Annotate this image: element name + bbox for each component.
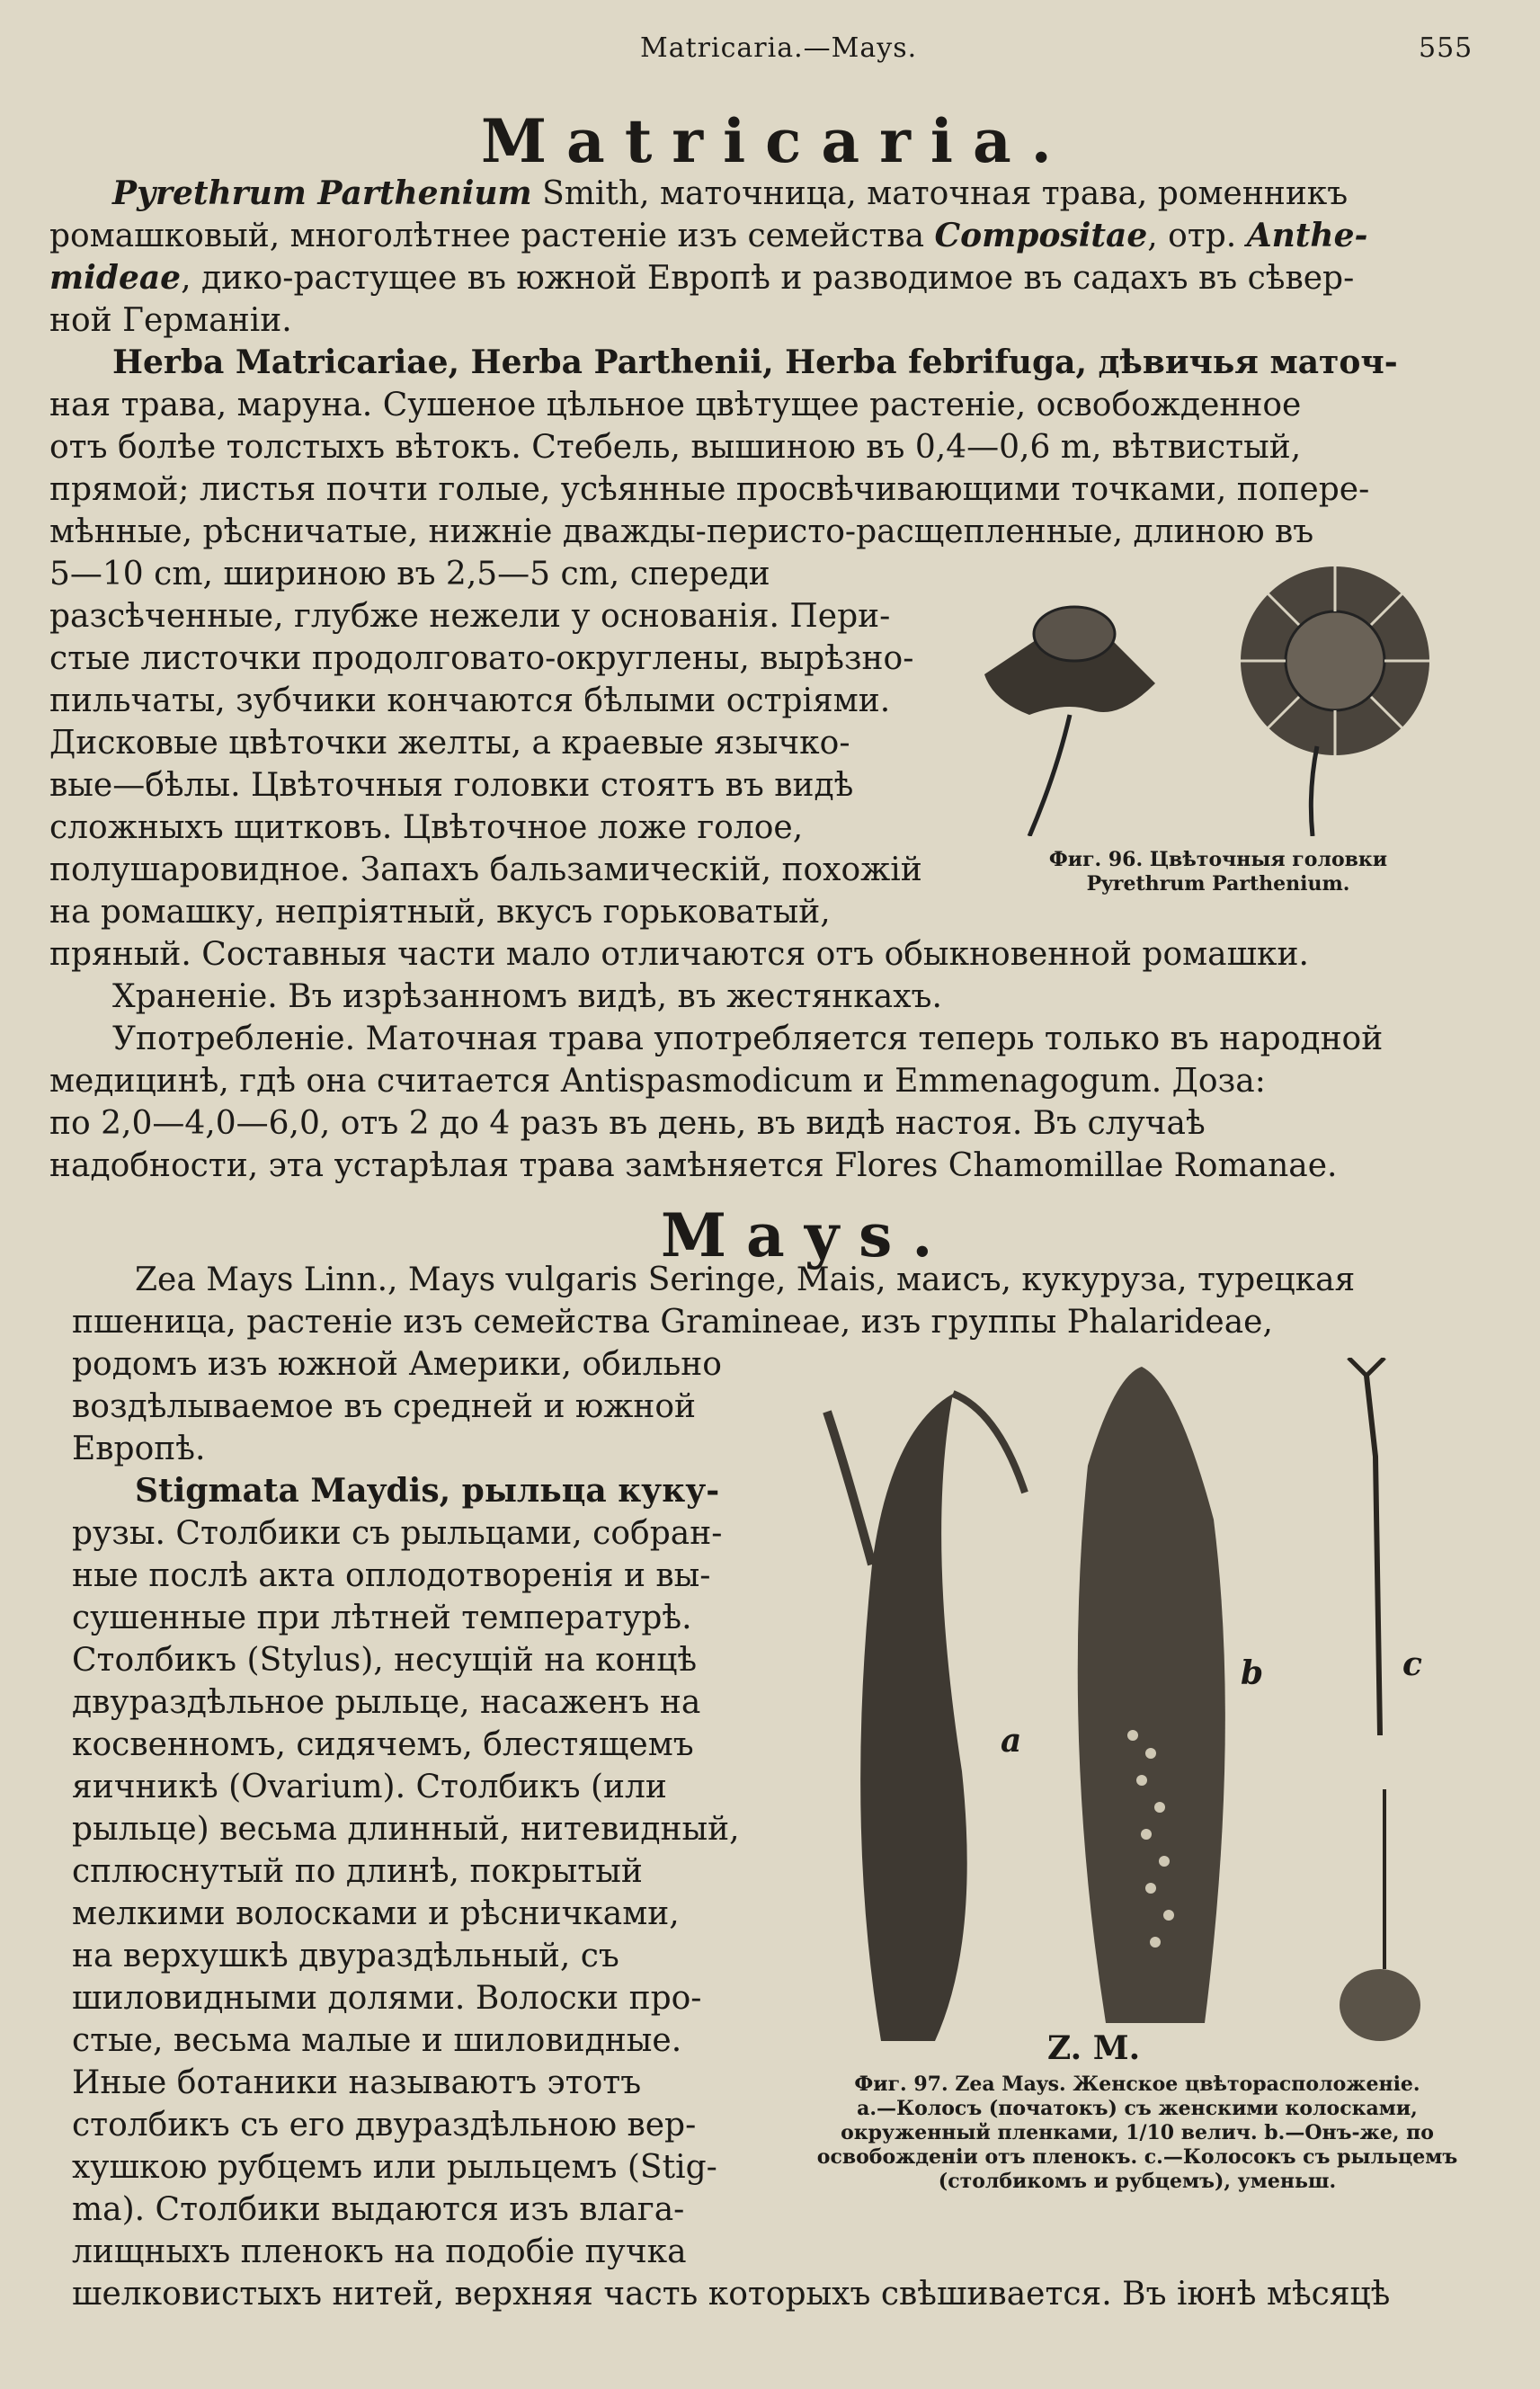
mays-side-line: сушенные при лѣтней температурѣ. xyxy=(72,1600,692,1636)
usage-line: надобности, эта устарѣлая трава замѣняется Flores Chamomillae Romanae. xyxy=(49,1147,1338,1184)
figure-label-b: b xyxy=(1241,1654,1264,1692)
side-line: 5—10 cm, шириною въ 2,5—5 cm, спереди xyxy=(49,556,770,593)
family-name: Compositae xyxy=(934,217,1148,254)
figure-97-caption-line: Фиг. 97. Zea Mays. Женское цвѣторасположеніе. xyxy=(854,2073,1420,2096)
figure-96-flower-heads xyxy=(975,566,1461,836)
mays-full-line: пшеница, растеніе изъ семейства Gramineae, изъ группы Phalarideae, xyxy=(72,1304,1273,1341)
figure-label-zm: Z. M. xyxy=(1047,2029,1141,2067)
side-line: сложныхъ щитковъ. Цвѣточное ложе голое, xyxy=(49,809,804,846)
mays-side-line: рыльце) весьма длинный, нитевидный, xyxy=(72,1811,740,1848)
usage-line: медицинѣ, гдѣ она считается Antispasmodicum и Emmenagogum. Доза: xyxy=(49,1063,1266,1100)
mays-side-line: Stigmata Maydis, рыльца куку- xyxy=(135,1472,720,1510)
storage-line: Храненіе. Въ изрѣзанномъ видѣ, въ жестянкахъ. xyxy=(112,978,942,1015)
mays-side-line: Столбикъ (Stylus), несущій на концѣ xyxy=(72,1642,698,1679)
tribe-name: Anthe- xyxy=(1246,217,1368,254)
mays-side-line: косвенномъ, сидячемъ, блестящемъ xyxy=(72,1726,694,1763)
figure-label-a: a xyxy=(1001,1722,1022,1760)
drug-line: ная трава, маруна. Сушеное цѣльное цвѣтущее растеніе, освобожденное xyxy=(49,387,1302,423)
tail-line: пряный. Составныя части мало отличаются отъ обыкновенной ромашки. xyxy=(49,936,1309,973)
side-line: стые листочки продолговато-округлены, вырѣзно- xyxy=(49,640,914,677)
side-line: пильчаты, зубчики кончаются бѣлыми остріями. xyxy=(49,682,891,719)
intro-line-4: ной Германіи. xyxy=(49,302,292,339)
usage-line: по 2,0—4,0—6,0, отъ 2 до 4 разъ въ день, въ видѣ настоя. Въ случаѣ xyxy=(49,1105,1206,1142)
mays-side-line: шиловидными долями. Волоски про- xyxy=(72,1980,702,2017)
mays-side-line: столбикъ съ его двураздѣльною вер- xyxy=(72,2107,697,2144)
figure-97-caption-line: освобожденіи отъ пленокъ. c.—Колосокъ съ рыльцемъ xyxy=(816,2145,1458,2169)
mays-side-line: родомъ изъ южной Америки, обильно xyxy=(72,1346,722,1383)
mays-side-line: двураздѣльное рыльце, насаженъ на xyxy=(72,1684,701,1721)
mays-side-line: ma). Столбики выдаются изъ влага- xyxy=(72,2191,685,2228)
running-header-title: Matricaria.—Mays. xyxy=(640,32,918,64)
figure-96-caption-line-2: Pyrethrum Parthenium. xyxy=(1086,872,1350,896)
mays-last-line: шелковистыхъ нитей, верхняя часть которыхъ свѣшивается. Въ іюнѣ мѣсяцѣ xyxy=(72,2276,1391,2313)
side-line: на ромашку, непріятный, вкусъ горьковатый, xyxy=(49,894,831,931)
mays-side-line: ные послѣ акта оплодотворенія и вы- xyxy=(72,1557,711,1594)
section-title-matricaria: Matricaria. xyxy=(481,106,1072,176)
figure-label-c: c xyxy=(1402,1645,1422,1683)
mays-side-line: Европѣ. xyxy=(72,1431,206,1467)
intro-text: ромашковый, многолѣтнее растеніе изъ семейства xyxy=(49,218,935,254)
flower-head-illustration xyxy=(975,566,1461,836)
intro-text: , дико-растущее въ южной Европѣ и разводимое въ садахъ въ сѣвер- xyxy=(181,260,1355,297)
tribe-name: mideae xyxy=(49,259,182,297)
drug-line: Herba Matricariae, Herba Parthenii, Herba febrifuga, дѣвичья маточ- xyxy=(112,343,1398,381)
side-line: Дисковые цвѣточки желты, а краевые язычко- xyxy=(49,725,850,762)
usage-line: Употребленіе. Маточная трава употребляется теперь только въ народной xyxy=(112,1021,1384,1057)
intro-line-2 xyxy=(49,215,1367,257)
side-line: полушаровидное. Запахъ бальзамическій, похожій xyxy=(49,851,922,888)
page-number: 555 xyxy=(1419,32,1473,64)
latin-name: Pyrethrum Parthenium xyxy=(112,174,532,212)
mays-side-line: сплюснутый по длинѣ, покрытый xyxy=(72,1853,643,1890)
figure-97-caption-line: (столбикомъ и рубцемъ), уменьш. xyxy=(938,2170,1337,2193)
mays-side-line: Иные ботаники называютъ этотъ xyxy=(72,2064,642,2101)
mays-side-line: яичникѣ (Ovarium). Столбикъ (или xyxy=(72,1769,667,1805)
intro-text: Smith, маточница, маточная трава, роменникъ xyxy=(531,175,1349,212)
corn-illustration xyxy=(791,1358,1474,2068)
mays-side-line: стые, весьма малые и шиловидные. xyxy=(72,2022,682,2059)
mays-full-line: Zea Mays Linn., Mays vulgaris Seringe, Mais, маисъ, кукуруза, турецкая xyxy=(135,1261,1356,1298)
intro-text: , отр. xyxy=(1147,218,1247,254)
figure-97-caption-line: окруженный пленками, 1/10 велич. b.—Онъ-же, по xyxy=(841,2121,1434,2144)
side-line: вые—бѣлы. Цвѣточныя головки стоятъ въ видѣ xyxy=(49,767,854,804)
section-title-mays: Mays. xyxy=(661,1200,953,1270)
figure-97-caption-line: a.—Колосъ (початокъ) съ женскими колосками, xyxy=(857,2097,1418,2120)
intro-line-1 xyxy=(112,173,1348,215)
mays-side-line: на верхушкѣ двураздѣльный, съ xyxy=(72,1938,619,1974)
side-line: разсѣченные, глубже нежели у основанія. Пери- xyxy=(49,598,891,635)
mays-side-line: хушкою рубцемъ или рыльцемъ (Stig- xyxy=(72,2149,717,2186)
figure-97-zea-mays xyxy=(791,1358,1474,2068)
drug-line: отъ болѣе толстыхъ вѣтокъ. Стебель, вышиною въ 0,4—0,6 m, вѣтвистый, xyxy=(49,429,1302,466)
figure-96-caption-line-1: Фиг. 96. Цвѣточныя головки xyxy=(1048,848,1388,871)
mays-side-line: лищныхъ пленокъ на подобіе пучка xyxy=(72,2233,687,2270)
drug-line: мѣнные, рѣсничатые, нижніе дважды-перисто-расщепленные, длиною въ xyxy=(49,513,1314,550)
mays-side-line: рузы. Столбики съ рыльцами, собран- xyxy=(72,1515,723,1552)
mays-side-line: мелкими волосками и рѣсничками, xyxy=(72,1895,680,1932)
drug-line: прямой; листья почти голые, усѣянные просвѣчивающими точками, попере- xyxy=(49,471,1370,508)
mays-side-line: воздѣлываемое въ средней и южной xyxy=(72,1388,697,1425)
intro-line-3 xyxy=(49,257,1354,299)
